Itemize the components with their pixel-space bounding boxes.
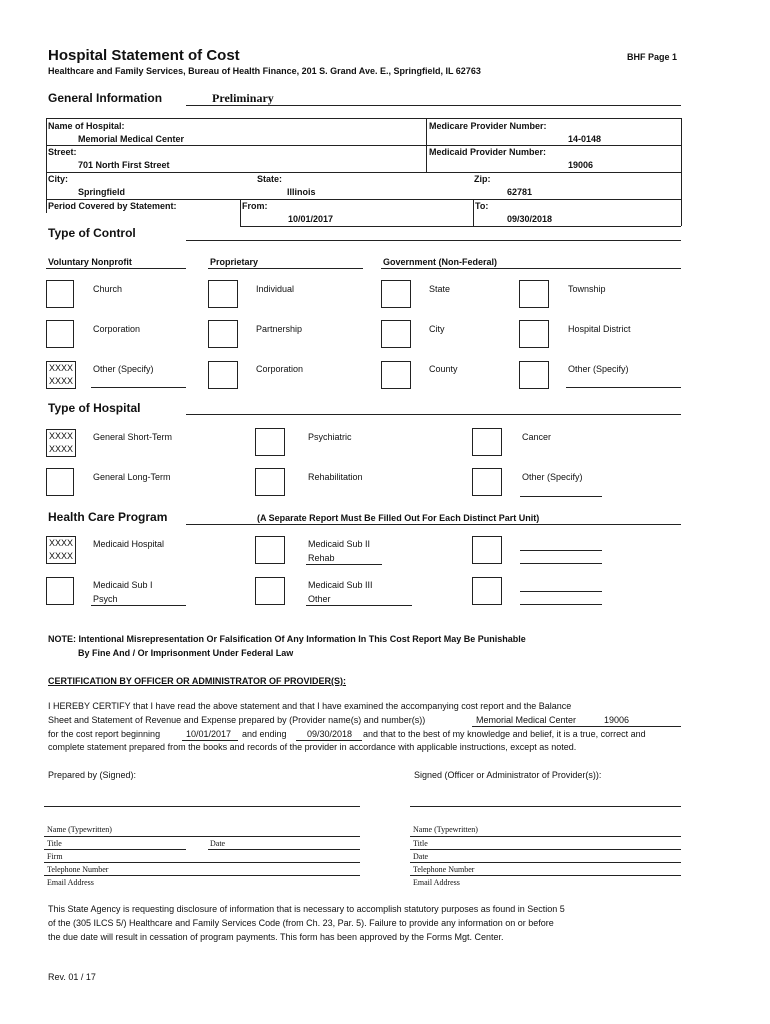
- township-checkbox[interactable]: [519, 280, 549, 308]
- from-value: 10/01/2017: [288, 214, 334, 224]
- to-value: 09/30/2018: [507, 214, 553, 224]
- street-label: Street:: [48, 147, 77, 157]
- hospital-name-value: Memorial Medical Center: [78, 134, 185, 144]
- general-long-term-label: General Long-Term: [93, 472, 171, 482]
- program-blank-checkbox[interactable]: [472, 577, 502, 605]
- program-heading: Health Care Program: [48, 510, 168, 524]
- grid-line: [46, 145, 681, 146]
- divider: [381, 268, 681, 269]
- officer-date-label: Date: [413, 852, 429, 861]
- underline: [306, 605, 412, 606]
- page-label: BHF Page 1: [627, 52, 678, 62]
- zip-value: 62781: [507, 187, 533, 197]
- grid-line: [473, 199, 474, 226]
- hospital-district-label: Hospital District: [568, 324, 631, 334]
- officer-title-label: Title: [413, 839, 428, 848]
- divider: [46, 268, 186, 269]
- blank-line[interactable]: [520, 604, 602, 605]
- cert-provider-name: Memorial Medical Center: [476, 715, 577, 725]
- prep-date-line[interactable]: [208, 849, 360, 850]
- underline: [306, 564, 382, 565]
- prep-title-line[interactable]: [44, 849, 186, 850]
- city-control-label: City: [429, 324, 445, 334]
- prep-title-label: Title: [47, 839, 62, 848]
- blank-line[interactable]: [520, 591, 602, 592]
- blank-line[interactable]: [520, 550, 602, 551]
- cert-line-2: Sheet and Statement of Revenue and Expense prepared by (Provider name(s) and number(s)): [48, 715, 426, 725]
- corporation-nonprofit-checkbox[interactable]: [46, 320, 74, 348]
- divider: [186, 414, 681, 415]
- other-hospital-type-checkbox[interactable]: [472, 468, 502, 496]
- divider: [208, 268, 363, 269]
- program-note: (A Separate Report Must Be Filled Out For Each Distinct Part Unit): [257, 513, 540, 523]
- control-heading: Type of Control: [48, 226, 136, 240]
- grid-line: [46, 118, 47, 213]
- medicaid-sub1-checkbox[interactable]: [46, 577, 74, 605]
- other-government-label: Other (Specify): [568, 364, 629, 374]
- other-nonprofit-checkbox-checked[interactable]: XXXX XXXX: [46, 361, 76, 389]
- church-checkbox[interactable]: [46, 280, 74, 308]
- signed-officer-label: Signed (Officer or Administrator of Provider(s)):: [414, 770, 602, 780]
- corporation-proprietary-checkbox[interactable]: [208, 361, 238, 389]
- cert-end-date: 09/30/2018: [307, 729, 353, 739]
- prep-firm-label: Firm: [47, 852, 63, 861]
- street-value: 701 North First Street: [78, 160, 170, 170]
- form-subtitle: Healthcare and Family Services, Bureau of Health Finance, 201 S. Grand Ave. E., Springfield, IL 62763: [48, 66, 481, 76]
- state-control-label: State: [429, 284, 451, 294]
- program-blank-checkbox[interactable]: [472, 536, 502, 564]
- cancer-checkbox[interactable]: [472, 428, 502, 456]
- note-line-1: NOTE: Intentional Misrepresentation Or Falsification Of Any Information In This Cost Report May Be Punishable: [48, 634, 526, 644]
- rehabilitation-label: Rehabilitation: [308, 472, 363, 482]
- grid-line: [240, 226, 681, 227]
- cancer-label: Cancer: [522, 432, 552, 442]
- report-status: Preliminary: [212, 91, 274, 105]
- individual-checkbox[interactable]: [208, 280, 238, 308]
- grid-line: [46, 118, 681, 119]
- prepared-signature-line[interactable]: [44, 806, 360, 807]
- cert-provider-number: 19006: [604, 715, 630, 725]
- officer-phone-label: Telephone Number: [413, 865, 475, 874]
- footer-line-1: This State Agency is requesting disclosure of information that is necessary to accomplish statutory purposes as found in Section 5: [48, 904, 565, 914]
- hospital-district-checkbox[interactable]: [519, 320, 549, 348]
- certification-heading: CERTIFICATION BY OFFICER OR ADMINISTRATOR OF PROVIDER(S):: [48, 676, 346, 686]
- church-label: Church: [93, 284, 123, 294]
- partnership-checkbox[interactable]: [208, 320, 238, 348]
- general-info-heading: General Information: [48, 91, 163, 105]
- grid-line: [46, 199, 681, 200]
- other-nonprofit-label: Other (Specify): [93, 364, 154, 374]
- general-long-term-checkbox[interactable]: [46, 468, 74, 496]
- medicare-label: Medicare Provider Number:: [429, 121, 547, 131]
- cert-line-3a: for the cost report beginning: [48, 729, 161, 739]
- grid-line: [240, 199, 241, 226]
- corporation-nonprofit-label: Corporation: [93, 324, 141, 334]
- city-label: City:: [48, 174, 68, 184]
- provider-line[interactable]: [472, 726, 681, 727]
- county-checkbox[interactable]: [381, 361, 411, 389]
- state-checkbox[interactable]: [381, 280, 411, 308]
- note-line-2: By Fine And / Or Imprisonment Under Federal Law: [78, 648, 294, 658]
- officer-name-label: Name (Typewritten): [413, 825, 478, 834]
- prep-date-label: Date: [210, 839, 226, 848]
- medicaid-hospital-checkbox-checked[interactable]: XXXX XXXX: [46, 536, 76, 564]
- medicaid-sub2-label: Medicaid Sub II: [308, 539, 371, 549]
- cert-begin-date: 10/01/2017: [186, 729, 232, 739]
- footer-line-3: the due date will result in cessation of program payments. This form has been approved by the Forms Mgt. Center.: [48, 932, 504, 942]
- revision-label: Rev. 01 / 17: [48, 972, 96, 982]
- medicaid-label: Medicaid Provider Number:: [429, 147, 547, 157]
- to-label: To:: [475, 201, 489, 211]
- begin-date-line[interactable]: [182, 740, 238, 741]
- medicaid-value: 19006: [568, 160, 594, 170]
- grid-line: [426, 118, 427, 172]
- divider: [186, 105, 681, 106]
- specify-line[interactable]: [520, 496, 602, 497]
- period-label: Period Covered by Statement:: [48, 201, 177, 211]
- psychiatric-checkbox[interactable]: [255, 428, 285, 456]
- divider: [186, 240, 681, 241]
- from-label: From:: [242, 201, 268, 211]
- end-date-line[interactable]: [296, 740, 362, 741]
- form-title: Hospital Statement of Cost: [48, 47, 240, 64]
- general-short-term-checkbox-checked[interactable]: XXXX XXXX: [46, 429, 76, 457]
- government-label: Government (Non-Federal): [383, 257, 498, 267]
- psychiatric-label: Psychiatric: [308, 432, 352, 442]
- partnership-label: Partnership: [256, 324, 303, 334]
- prep-name-label: Name (Typewritten): [47, 825, 112, 834]
- officer-phone-line[interactable]: [410, 875, 681, 876]
- county-label: County: [429, 364, 458, 374]
- officer-name-line[interactable]: [410, 836, 681, 837]
- specify-line[interactable]: [91, 387, 186, 388]
- cert-line-4: complete statement prepared from the books and records of the provider in accordance with applicable instructions, except as noted.: [48, 742, 577, 752]
- prep-email-label: Email Address: [47, 878, 94, 887]
- state-label: State:: [257, 174, 283, 184]
- medicaid-sub1-sublabel: Psych: [93, 594, 118, 604]
- specify-line[interactable]: [566, 387, 681, 388]
- officer-signature-line[interactable]: [410, 806, 681, 807]
- proprietary-label: Proprietary: [210, 257, 259, 267]
- officer-title-line[interactable]: [410, 849, 681, 850]
- corporation-proprietary-label: Corporation: [256, 364, 304, 374]
- zip-label: Zip:: [474, 174, 491, 184]
- cert-line-3b: and ending: [242, 729, 287, 739]
- medicaid-hospital-label: Medicaid Hospital: [93, 539, 165, 549]
- cert-line-3c: and that to the best of my knowledge and belief, it is a true, correct and: [363, 729, 646, 739]
- other-hospital-type-label: Other (Specify): [522, 472, 583, 482]
- grid-line: [681, 118, 682, 226]
- medicaid-sub3-label: Medicaid Sub III: [308, 580, 373, 590]
- footer-line-2: of the (305 ILCS 5/) Healthcare and Family Services Code (from Ch. 23, Par. 5). Failure to provide any information on or before: [48, 918, 554, 928]
- medicaid-sub1-label: Medicaid Sub I: [93, 580, 153, 590]
- township-label: Township: [568, 284, 606, 294]
- prep-phone-line[interactable]: [44, 875, 360, 876]
- medicaid-sub2-sublabel: Rehab: [308, 553, 335, 563]
- prep-name-line[interactable]: [44, 836, 360, 837]
- city-checkbox[interactable]: [381, 320, 411, 348]
- officer-email-label: Email Address: [413, 878, 460, 887]
- medicaid-sub3-checkbox[interactable]: [255, 577, 285, 605]
- voluntary-nonprofit-label: Voluntary Nonprofit: [48, 257, 132, 267]
- medicare-value: 14-0148: [568, 134, 602, 144]
- other-government-checkbox[interactable]: [519, 361, 549, 389]
- prep-firm-line[interactable]: [44, 862, 360, 863]
- prepared-by-label: Prepared by (Signed):: [48, 770, 137, 780]
- hospital-name-label: Name of Hospital:: [48, 121, 125, 131]
- officer-date-line[interactable]: [410, 862, 681, 863]
- medicaid-sub3-sublabel: Other: [308, 594, 331, 604]
- individual-label: Individual: [256, 284, 295, 294]
- city-value: Springfield: [78, 187, 125, 197]
- general-short-term-label: General Short-Term: [93, 432, 173, 442]
- divider: [186, 524, 681, 525]
- grid-line: [46, 172, 681, 173]
- underline: [91, 605, 186, 606]
- state-value: Illinois: [287, 187, 316, 197]
- prep-phone-label: Telephone Number: [47, 865, 109, 874]
- hospital-type-heading: Type of Hospital: [48, 401, 141, 415]
- rehabilitation-checkbox[interactable]: [255, 468, 285, 496]
- blank-line[interactable]: [520, 563, 602, 564]
- cert-line-1: I HEREBY CERTIFY that I have read the above statement and that I have examined the accompanying cost report and the Balance: [48, 701, 572, 711]
- medicaid-sub2-checkbox[interactable]: [255, 536, 285, 564]
